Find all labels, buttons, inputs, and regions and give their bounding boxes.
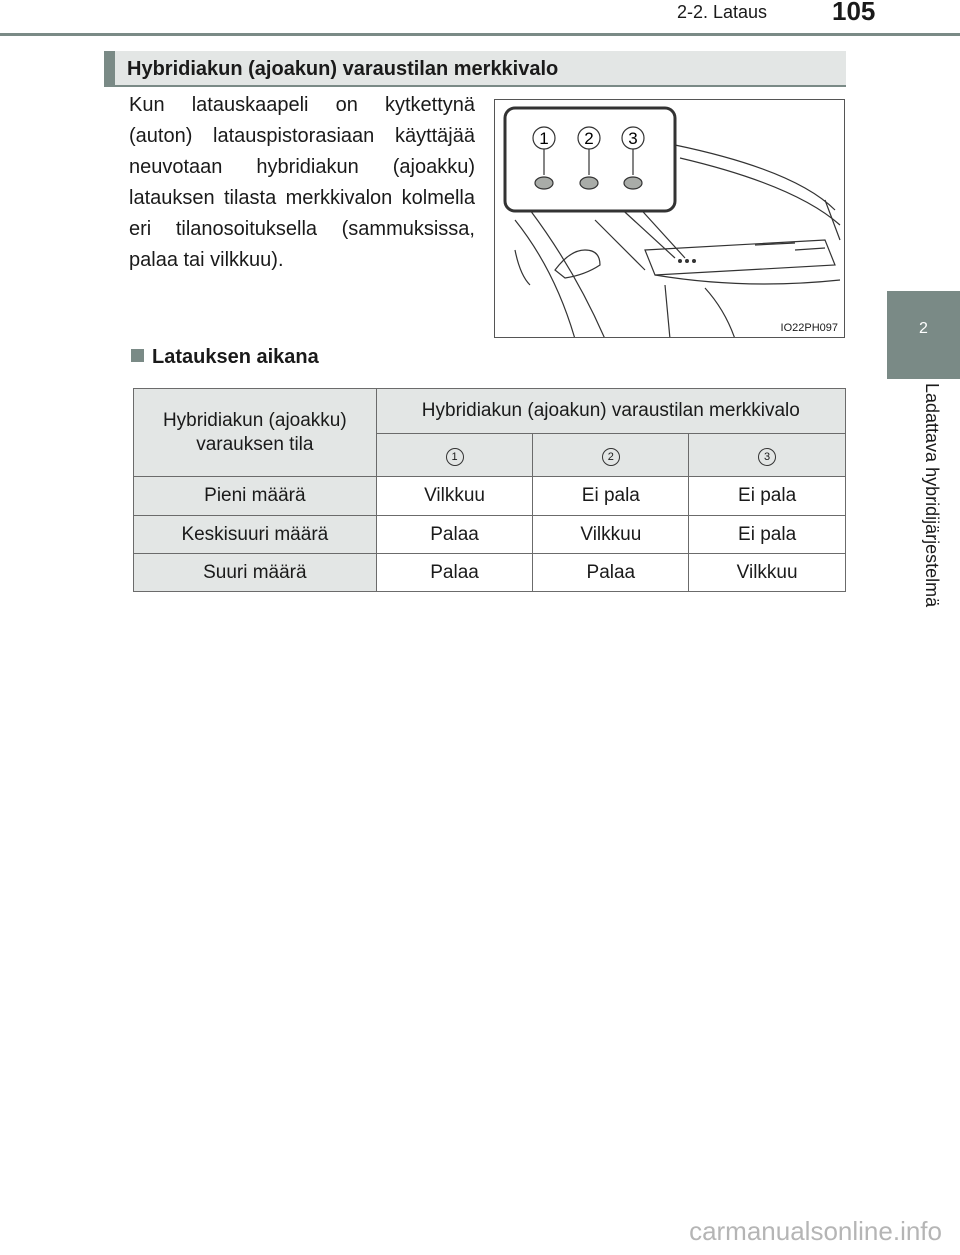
indicator-lamp-3 bbox=[624, 177, 642, 189]
bullet-square-icon bbox=[131, 349, 144, 362]
car-dashboard-illustration bbox=[495, 100, 845, 338]
indicator-dot-3 bbox=[692, 259, 696, 263]
table-cell: Vilkkuu bbox=[376, 477, 533, 516]
table-cell: Palaa bbox=[533, 554, 689, 592]
table-row bbox=[134, 477, 846, 516]
section-title-bar bbox=[104, 51, 846, 87]
chapter-number: 2 bbox=[919, 320, 928, 337]
table-group-header: Hybridiakun (ajoakun) varaustilan merkkivalo bbox=[376, 389, 845, 434]
indicator-dot-1 bbox=[678, 259, 682, 263]
table-row-state: Pieni määrä bbox=[134, 477, 377, 516]
intro-paragraph: Kun latauskaapeli on kytkettynä (auton) latauspistorasiaan käyttäjää neuvotaan hybridiakun (ajoakku) latauksen tilasta merkkivalon kolmella eri tilanosoituksella (sammuksissa, palaa tai vilkkuu). bbox=[129, 94, 475, 271]
indicator-figure bbox=[494, 99, 845, 338]
section-title: Hybridiakun (ajoakun) varaustilan merkkivalo bbox=[127, 58, 559, 80]
indicator-lamp-2 bbox=[580, 177, 598, 189]
table-cell: Vilkkuu bbox=[533, 516, 689, 554]
running-header-section: 2-2. Lataus bbox=[677, 2, 768, 22]
callout-box bbox=[505, 108, 675, 211]
table-cell: Ei pala bbox=[533, 477, 689, 516]
table-col1-header: Hybridiakun (ajoakku) varauksen tila bbox=[134, 389, 377, 477]
table-row-state: Keskisuuri määrä bbox=[134, 516, 377, 554]
table-row bbox=[134, 516, 846, 554]
chapter-tab bbox=[887, 291, 960, 379]
table-cell: Palaa bbox=[376, 554, 533, 592]
table-indicator-number: 1 bbox=[376, 434, 533, 477]
callout-label-3: 3 bbox=[628, 129, 638, 148]
table-cell: Palaa bbox=[376, 516, 533, 554]
figure-code: IO22PH097 bbox=[780, 322, 838, 334]
table-row-state: Suuri määrä bbox=[134, 554, 377, 592]
subheading bbox=[131, 346, 319, 369]
subheading-text: Latauksen aikana bbox=[152, 346, 319, 368]
callout-label-2: 2 bbox=[584, 129, 594, 148]
table-indicator-number: 3 bbox=[689, 434, 846, 477]
table-cell: Ei pala bbox=[689, 477, 846, 516]
table-cell: Vilkkuu bbox=[689, 554, 846, 592]
section-accent bbox=[104, 51, 115, 85]
page-number: 105 bbox=[832, 0, 876, 26]
indicator-dot-2 bbox=[685, 259, 689, 263]
indicator-lamp-1 bbox=[535, 177, 553, 189]
table-row bbox=[134, 554, 846, 592]
charge-status-table bbox=[133, 388, 846, 592]
table-indicator-number: 2 bbox=[533, 434, 689, 477]
table-cell: Ei pala bbox=[689, 516, 846, 554]
watermark: carmanualsonline.info bbox=[689, 1216, 942, 1246]
callout-label-1: 1 bbox=[539, 129, 549, 148]
chapter-title: Ladattava hybridijärjestelmä bbox=[922, 383, 942, 608]
header-rule bbox=[0, 33, 960, 36]
